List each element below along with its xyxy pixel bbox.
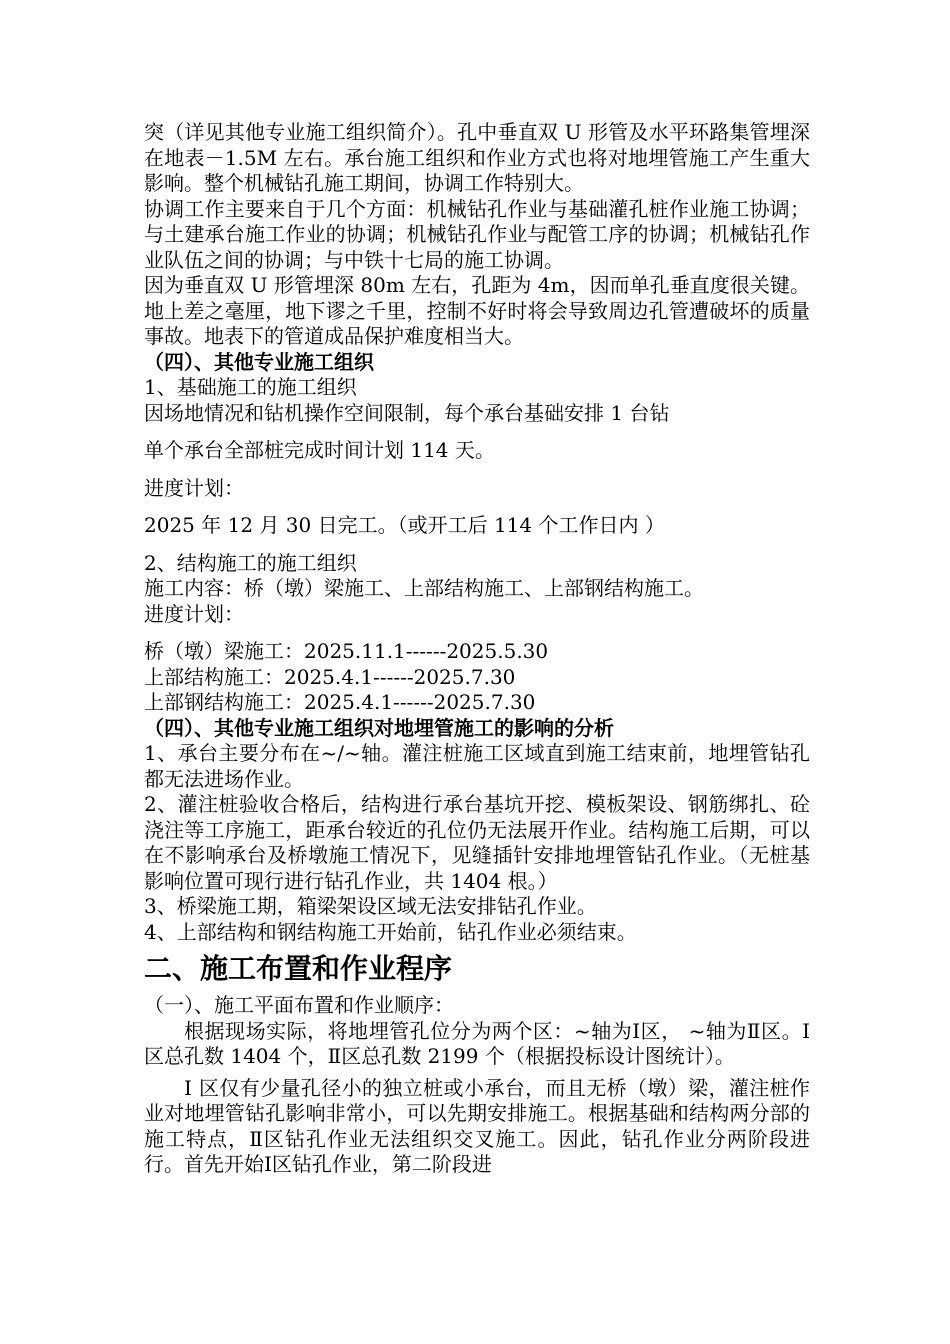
paragraph-verticality: 因为垂直双 U 形管埋深 80m 左右，孔距为 4m，因而单孔垂直度很关键。地上差之毫厘，地下谬之千里，控制不好时将会导致周边孔管遭破坏的质量事故。地表下的管道成品保护难度相当大。 [144,273,810,348]
paragraph-intro: 突（详见其他专业施工组织简介）。孔中垂直双 U 形管及水平环路集管埋深在地表－1.5M 左右。承台施工组织和作业方式也将对地埋管施工产生重大影响。整个机械钻孔施工期间，协调工作特别大。 [144,120,810,195]
section-2-subtitle: （一）、施工平面布置和作业顺序： [144,993,454,1017]
impact-item-4: 4、上部结构和钢结构施工开始前，钻孔作业必须结束。 [144,919,637,944]
impact-item-1: 1、承台主要分布在~/~轴。灌注桩施工区域直到施工结束前，地埋管钻孔都无法进场作业。 [144,741,810,791]
document-body [144,120,810,1178]
impact-item-2: 2、灌注桩验收合格后，结构进行承台基坑开挖、模板架设、钢筋绑扎、砼浇注等工序施工，距承台较近的孔位仍无法展开作业。结构施工后期，可以在不影响承台及桥墩施工情况下，见缝插针安排地埋管钻孔作业。（无桩基影响位置可现行进行钻孔作业，共 1404 根。） [144,792,810,893]
impact-item-3: 3、桥梁施工期，箱梁架设区域无法安排钻孔作业。 [144,894,597,918]
heading-impact-analysis: （四）、其他专业施工组织对地埋管施工的影响的分析 [144,715,614,740]
foundation-line-3: 进度计划： [144,475,244,500]
structure-item-1: 桥（墩）梁施工：2025.11.1------2025.5.30 [144,639,549,663]
structure-item-3: 上部钢结构施工：2025.4.1------2025.7.30 [144,690,536,714]
structure-item-2: 上部结构施工：2025.4.1------2025.7.30 [144,664,516,689]
foundation-line-4: 2025 年 12 月 30 日完工。（或开工后 114 个工作日内 ） [144,513,665,537]
foundation-line-1: 因场地情况和钻机操作空间限制，每个承台基础安排 1 台钻 [144,400,670,425]
section-2-paragraph-2: Ⅰ 区仅有少量孔径小的独立桩或小承台，而且无桥（墩）梁，灌注桩作业对地埋管钻孔影响非常小，可以先期安排施工。根据基础和结构两分部的施工特点，Ⅱ区钻孔作业无法组织交叉施工。因此，钻孔作业分两阶段进行。首先开始Ⅰ区钻孔作业，第二阶段进 [144,1075,810,1176]
paragraph-coordination: 协调工作主要来自于几个方面：机械钻孔作业与基础灌孔桩作业施工协调；与土建承台施工作业的协调；机械钻孔作业与配管工序的协调；机械钻孔作业队伍之间的协调；与中铁十七局的施工协调。 [144,196,810,272]
structure-schedule-label: 进度计划： [144,601,244,626]
foundation-title: 1、基础施工的施工组织 [144,375,357,399]
section-2-title: 二、施工布置和作业程序 [144,952,453,985]
heading-other-organization: （四）、其他专业施工组织 [144,349,374,374]
foundation-line-2: 单个承台全部桩完成时间计划 114 天。 [144,438,495,462]
structure-title: 2、结构施工的施工组织 [144,550,357,575]
structure-content: 施工内容：桥（墩）梁施工、上部结构施工、上部钢结构施工。 [144,576,704,600]
section-2-paragraph-1: 根据现场实际，将地埋管孔位分为两个区：~轴为Ⅰ区， ~轴为Ⅱ区。Ⅰ区总孔数 1404 个，Ⅱ区总孔数 2199 个（根据投标设计图统计）。 [144,1018,810,1068]
